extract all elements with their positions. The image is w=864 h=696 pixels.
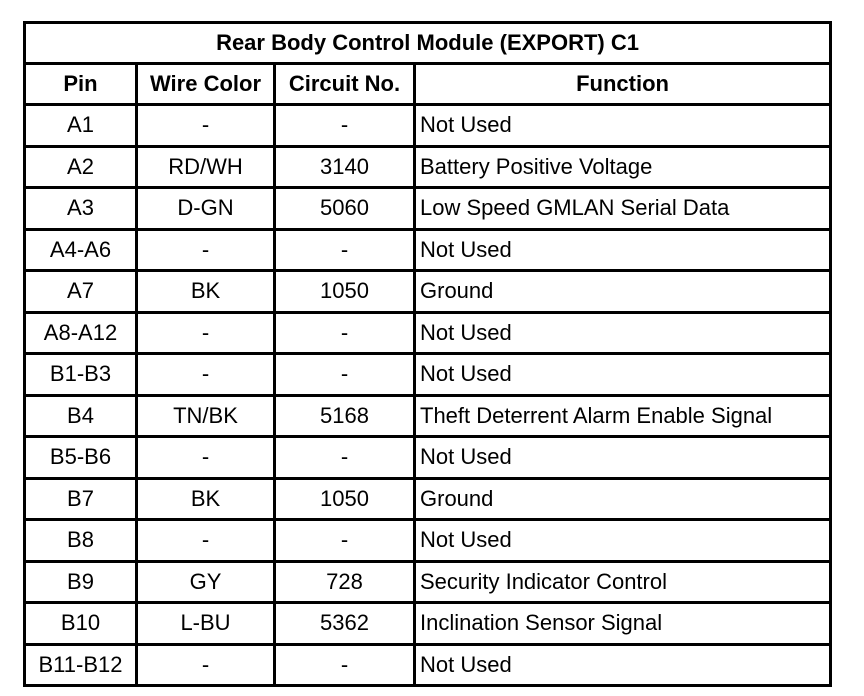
table-row	[25, 395, 831, 437]
header-function: Function	[415, 64, 831, 105]
circuit-cell: -	[275, 354, 415, 396]
wire-color-cell: -	[137, 229, 275, 271]
wire-color-cell: GY	[137, 561, 275, 603]
function-cell: Not Used	[415, 644, 831, 686]
function-cell: Security Indicator Control	[415, 561, 831, 603]
table-row	[25, 271, 831, 313]
circuit-cell: 1050	[275, 271, 415, 313]
pin-cell: B9	[25, 561, 137, 603]
function-cell: Not Used	[415, 105, 831, 147]
circuit-cell: 5060	[275, 188, 415, 230]
table-title: Rear Body Control Module (EXPORT) C1	[25, 23, 831, 64]
circuit-cell: -	[275, 105, 415, 147]
function-cell: Battery Positive Voltage	[415, 146, 831, 188]
function-cell: Not Used	[415, 437, 831, 479]
pin-cell: B7	[25, 478, 137, 520]
pin-cell: A2	[25, 146, 137, 188]
pin-cell: B10	[25, 603, 137, 645]
header-pin: Pin	[25, 64, 137, 105]
wire-color-cell: -	[137, 312, 275, 354]
table-row	[25, 644, 831, 686]
pin-rows	[25, 105, 831, 686]
pin-cell: B11-B12	[25, 644, 137, 686]
table-row	[25, 478, 831, 520]
pin-cell: B1-B3	[25, 354, 137, 396]
wire-color-cell: -	[137, 354, 275, 396]
table-row	[25, 229, 831, 271]
wire-color-cell: -	[137, 105, 275, 147]
circuit-cell: -	[275, 229, 415, 271]
wire-color-cell: RD/WH	[137, 146, 275, 188]
pin-cell: A7	[25, 271, 137, 313]
table-row	[25, 312, 831, 354]
circuit-cell: -	[275, 520, 415, 562]
wire-color-cell: -	[137, 644, 275, 686]
wire-color-cell: D-GN	[137, 188, 275, 230]
table-row	[25, 146, 831, 188]
wire-color-cell: BK	[137, 478, 275, 520]
circuit-cell: -	[275, 312, 415, 354]
pin-cell: A8-A12	[25, 312, 137, 354]
circuit-cell: 728	[275, 561, 415, 603]
function-cell: Not Used	[415, 520, 831, 562]
circuit-cell: -	[275, 437, 415, 479]
pin-cell: A4-A6	[25, 229, 137, 271]
function-cell: Inclination Sensor Signal	[415, 603, 831, 645]
wire-color-cell: -	[137, 437, 275, 479]
wire-color-cell: TN/BK	[137, 395, 275, 437]
header-circuit-no: Circuit No.	[275, 64, 415, 105]
pin-cell: B4	[25, 395, 137, 437]
table-row	[25, 603, 831, 645]
header-row	[25, 64, 831, 105]
circuit-cell: 1050	[275, 478, 415, 520]
pin-cell: A1	[25, 105, 137, 147]
wire-color-cell: L-BU	[137, 603, 275, 645]
wire-color-cell: BK	[137, 271, 275, 313]
circuit-cell: 5168	[275, 395, 415, 437]
circuit-cell: -	[275, 644, 415, 686]
function-cell: Theft Deterrent Alarm Enable Signal	[415, 395, 831, 437]
circuit-cell: 5362	[275, 603, 415, 645]
pin-cell: B5-B6	[25, 437, 137, 479]
table-row	[25, 520, 831, 562]
wire-color-cell: -	[137, 520, 275, 562]
table-row	[25, 354, 831, 396]
function-cell: Ground	[415, 478, 831, 520]
pin-cell: A3	[25, 188, 137, 230]
circuit-cell: 3140	[275, 146, 415, 188]
table-row	[25, 561, 831, 603]
title-row	[25, 23, 831, 64]
function-cell: Not Used	[415, 312, 831, 354]
table-row	[25, 437, 831, 479]
table-row	[25, 105, 831, 147]
pin-table	[23, 21, 832, 687]
table-row	[25, 188, 831, 230]
function-cell: Not Used	[415, 229, 831, 271]
function-cell: Not Used	[415, 354, 831, 396]
function-cell: Low Speed GMLAN Serial Data	[415, 188, 831, 230]
function-cell: Ground	[415, 271, 831, 313]
pin-cell: B8	[25, 520, 137, 562]
header-wire-color: Wire Color	[137, 64, 275, 105]
